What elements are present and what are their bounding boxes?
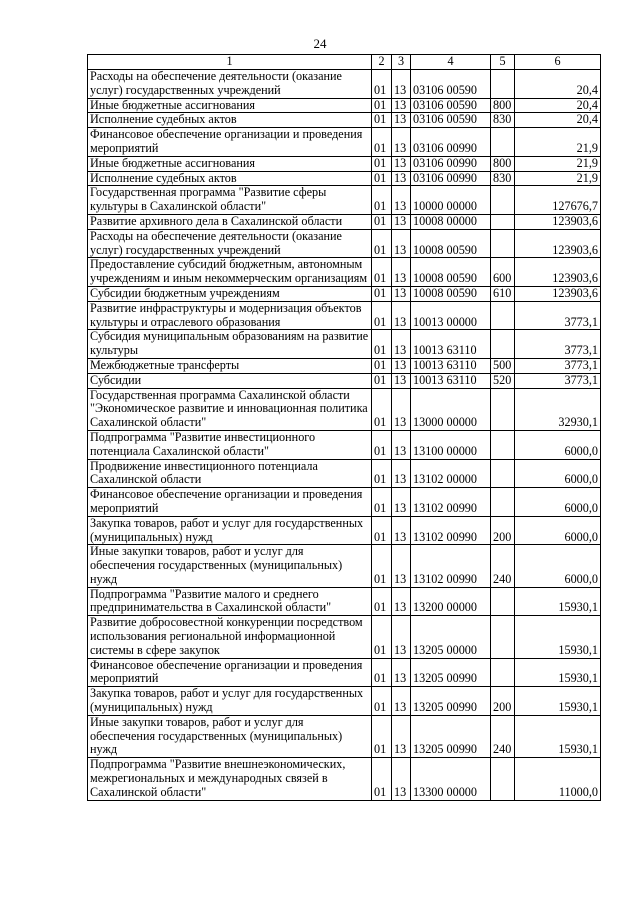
row-section: 01	[372, 388, 392, 430]
table-row	[88, 687, 601, 716]
row-section: 01	[372, 658, 392, 687]
header-name: 1	[88, 55, 372, 70]
row-section: 01	[372, 330, 392, 359]
row-section: 01	[372, 488, 392, 517]
row-name: Расходы на обеспечение деятельности (оказание услуг) государственных учреждений	[88, 229, 372, 258]
table-row	[88, 128, 601, 157]
header-subsection: 3	[392, 55, 411, 70]
row-subsection: 13	[392, 687, 411, 716]
row-expense-type: 500	[491, 358, 515, 373]
row-amount: 21,9	[515, 128, 601, 157]
row-section: 01	[372, 156, 392, 171]
row-name: Продвижение инвестиционного потенциала Сахалинской области	[88, 459, 372, 488]
row-name: Развитие добросовестной конкуренции посредством использования региональной информационной системы в сфере закупок	[88, 616, 372, 658]
row-target-article: 10000 00000	[411, 186, 491, 215]
row-name: Иные бюджетные ассигнования	[88, 98, 372, 113]
row-expense-type: 200	[491, 516, 515, 545]
row-subsection: 13	[392, 459, 411, 488]
row-target-article: 03106 00590	[411, 98, 491, 113]
row-name: Финансовое обеспечение организации и проведения мероприятий	[88, 128, 372, 157]
row-section: 01	[372, 616, 392, 658]
row-section: 01	[372, 758, 392, 800]
row-expense-type	[491, 186, 515, 215]
row-subsection: 13	[392, 488, 411, 517]
row-name: Субсидии	[88, 373, 372, 388]
table-row	[88, 98, 601, 113]
header-amount: 6	[515, 55, 601, 70]
row-amount: 3773,1	[515, 330, 601, 359]
row-subsection: 13	[392, 616, 411, 658]
row-target-article: 13205 00990	[411, 687, 491, 716]
row-section: 01	[372, 373, 392, 388]
table-row	[88, 715, 601, 757]
row-name: Иные бюджетные ассигнования	[88, 156, 372, 171]
row-section: 01	[372, 98, 392, 113]
row-section: 01	[372, 113, 392, 128]
row-target-article: 03106 00990	[411, 128, 491, 157]
row-expense-type	[491, 301, 515, 330]
row-expense-type: 800	[491, 156, 515, 171]
row-subsection: 13	[392, 128, 411, 157]
row-section: 01	[372, 301, 392, 330]
row-target-article: 10013 63110	[411, 358, 491, 373]
row-section: 01	[372, 715, 392, 757]
table-body	[88, 70, 601, 801]
row-expense-type: 240	[491, 545, 515, 587]
row-section: 01	[372, 229, 392, 258]
row-name: Субсидии бюджетным учреждениям	[88, 286, 372, 301]
header-section: 2	[372, 55, 392, 70]
row-target-article: 13102 00990	[411, 545, 491, 587]
row-expense-type	[491, 658, 515, 687]
row-subsection: 13	[392, 715, 411, 757]
table-header-row	[88, 55, 601, 70]
row-section: 01	[372, 214, 392, 229]
row-amount: 15930,1	[515, 658, 601, 687]
row-name: Государственная программа Сахалинской области "Экономическое развитие и инновационная политика Сахалинской области"	[88, 388, 372, 430]
row-subsection: 13	[392, 214, 411, 229]
row-expense-type	[491, 430, 515, 459]
row-subsection: 13	[392, 171, 411, 186]
row-expense-type: 830	[491, 171, 515, 186]
row-target-article: 13102 00990	[411, 516, 491, 545]
row-amount: 15930,1	[515, 616, 601, 658]
row-name: Исполнение судебных актов	[88, 113, 372, 128]
row-section: 01	[372, 687, 392, 716]
row-name: Исполнение судебных актов	[88, 171, 372, 186]
table-row	[88, 301, 601, 330]
row-amount: 6000,0	[515, 488, 601, 517]
row-target-article: 03106 00990	[411, 171, 491, 186]
table-row	[88, 545, 601, 587]
row-subsection: 13	[392, 587, 411, 616]
row-subsection: 13	[392, 258, 411, 287]
row-subsection: 13	[392, 758, 411, 800]
row-subsection: 13	[392, 301, 411, 330]
row-expense-type: 520	[491, 373, 515, 388]
row-amount: 15930,1	[515, 687, 601, 716]
row-target-article: 13102 00000	[411, 459, 491, 488]
row-section: 01	[372, 587, 392, 616]
row-name: Подпрограмма "Развитие внешнеэкономических, межрегиональных и международных связей в Сахалинской области"	[88, 758, 372, 800]
row-subsection: 13	[392, 658, 411, 687]
row-amount: 6000,0	[515, 459, 601, 488]
row-target-article: 10008 00590	[411, 258, 491, 287]
row-name: Иные закупки товаров, работ и услуг для обеспечения государственных (муниципальных) нужд	[88, 545, 372, 587]
table-row	[88, 258, 601, 287]
row-subsection: 13	[392, 286, 411, 301]
row-target-article: 03106 00990	[411, 156, 491, 171]
row-target-article: 13100 00000	[411, 430, 491, 459]
row-subsection: 13	[392, 330, 411, 359]
row-subsection: 13	[392, 156, 411, 171]
row-expense-type	[491, 128, 515, 157]
header-expense-type: 5	[491, 55, 515, 70]
row-subsection: 13	[392, 113, 411, 128]
row-name: Развитие архивного дела в Сахалинской области	[88, 214, 372, 229]
table-row	[88, 156, 601, 171]
table-row	[88, 516, 601, 545]
row-target-article: 03106 00590	[411, 70, 491, 99]
row-target-article: 10013 63110	[411, 330, 491, 359]
row-amount: 21,9	[515, 156, 601, 171]
row-amount: 123903,6	[515, 258, 601, 287]
row-amount: 3773,1	[515, 301, 601, 330]
table-row	[88, 658, 601, 687]
row-amount: 6000,0	[515, 516, 601, 545]
row-section: 01	[372, 258, 392, 287]
row-expense-type: 200	[491, 687, 515, 716]
table-row	[88, 70, 601, 99]
row-amount: 20,4	[515, 98, 601, 113]
row-name: Предоставление субсидий бюджетным, автономным учреждениям и иным некоммерческим организациям	[88, 258, 372, 287]
table-row	[88, 430, 601, 459]
row-subsection: 13	[392, 186, 411, 215]
row-section: 01	[372, 186, 392, 215]
row-name: Государственная программа "Развитие сферы культуры в Сахалинской области"	[88, 186, 372, 215]
row-expense-type	[491, 229, 515, 258]
row-amount: 123903,6	[515, 214, 601, 229]
row-section: 01	[372, 545, 392, 587]
row-amount: 3773,1	[515, 358, 601, 373]
row-amount: 15930,1	[515, 587, 601, 616]
row-expense-type	[491, 388, 515, 430]
row-expense-type	[491, 330, 515, 359]
table-row	[88, 758, 601, 800]
row-amount: 20,4	[515, 70, 601, 99]
row-expense-type	[491, 587, 515, 616]
header-target-article: 4	[411, 55, 491, 70]
row-name: Субсидия муниципальным образованиям на развитие культуры	[88, 330, 372, 359]
row-target-article: 03106 00590	[411, 113, 491, 128]
table-row	[88, 330, 601, 359]
row-amount: 6000,0	[515, 545, 601, 587]
table-row	[88, 358, 601, 373]
row-subsection: 13	[392, 545, 411, 587]
table-row	[88, 214, 601, 229]
row-name: Межбюджетные трансферты	[88, 358, 372, 373]
row-target-article: 13300 00000	[411, 758, 491, 800]
row-expense-type: 800	[491, 98, 515, 113]
row-amount: 123903,6	[515, 229, 601, 258]
table-row	[88, 388, 601, 430]
row-target-article: 13102 00990	[411, 488, 491, 517]
table-row	[88, 459, 601, 488]
row-subsection: 13	[392, 70, 411, 99]
row-subsection: 13	[392, 229, 411, 258]
table-row	[88, 171, 601, 186]
row-expense-type	[491, 459, 515, 488]
row-section: 01	[372, 70, 392, 99]
table-row	[88, 186, 601, 215]
row-expense-type	[491, 70, 515, 99]
row-expense-type	[491, 214, 515, 229]
table-row	[88, 286, 601, 301]
row-subsection: 13	[392, 430, 411, 459]
table-row	[88, 488, 601, 517]
row-subsection: 13	[392, 388, 411, 430]
row-section: 01	[372, 128, 392, 157]
table-row	[88, 373, 601, 388]
row-amount: 21,9	[515, 171, 601, 186]
row-section: 01	[372, 516, 392, 545]
row-name: Финансовое обеспечение организации и проведения мероприятий	[88, 658, 372, 687]
table-row	[88, 587, 601, 616]
row-subsection: 13	[392, 98, 411, 113]
budget-table	[87, 54, 601, 801]
row-expense-type: 830	[491, 113, 515, 128]
row-target-article: 13000 00000	[411, 388, 491, 430]
row-name: Закупка товаров, работ и услуг для государственных (муниципальных) нужд	[88, 516, 372, 545]
table-row	[88, 229, 601, 258]
row-amount: 11000,0	[515, 758, 601, 800]
table-row	[88, 616, 601, 658]
row-amount: 20,4	[515, 113, 601, 128]
row-target-article: 13205 00000	[411, 616, 491, 658]
row-amount: 127676,7	[515, 186, 601, 215]
row-expense-type	[491, 488, 515, 517]
row-section: 01	[372, 358, 392, 373]
table-row	[88, 113, 601, 128]
row-target-article: 10008 00000	[411, 214, 491, 229]
row-name: Подпрограмма "Развитие малого и среднего предпринимательства в Сахалинской области"	[88, 587, 372, 616]
row-name: Закупка товаров, работ и услуг для государственных (муниципальных) нужд	[88, 687, 372, 716]
row-name: Подпрограмма "Развитие инвестиционного потенциала Сахалинской области"	[88, 430, 372, 459]
row-section: 01	[372, 430, 392, 459]
page-number: 24	[313, 36, 327, 51]
row-target-article: 10008 00590	[411, 229, 491, 258]
row-amount: 32930,1	[515, 388, 601, 430]
row-target-article: 10013 63110	[411, 373, 491, 388]
row-name: Расходы на обеспечение деятельности (оказание услуг) государственных учреждений	[88, 70, 372, 99]
row-subsection: 13	[392, 373, 411, 388]
row-subsection: 13	[392, 516, 411, 545]
row-expense-type	[491, 616, 515, 658]
row-amount: 15930,1	[515, 715, 601, 757]
row-target-article: 10008 00590	[411, 286, 491, 301]
row-name: Иные закупки товаров, работ и услуг для обеспечения государственных (муниципальных) нужд	[88, 715, 372, 757]
row-expense-type	[491, 758, 515, 800]
row-target-article: 13205 00990	[411, 658, 491, 687]
row-amount: 6000,0	[515, 430, 601, 459]
row-expense-type: 600	[491, 258, 515, 287]
row-amount: 3773,1	[515, 373, 601, 388]
row-section: 01	[372, 286, 392, 301]
row-name: Развитие инфраструктуры и модернизация объектов культуры и отраслевого образования	[88, 301, 372, 330]
row-target-article: 13200 00000	[411, 587, 491, 616]
row-section: 01	[372, 171, 392, 186]
row-amount: 123903,6	[515, 286, 601, 301]
row-subsection: 13	[392, 358, 411, 373]
row-expense-type: 240	[491, 715, 515, 757]
row-expense-type: 610	[491, 286, 515, 301]
row-name: Финансовое обеспечение организации и проведения мероприятий	[88, 488, 372, 517]
row-section: 01	[372, 459, 392, 488]
row-target-article: 10013 00000	[411, 301, 491, 330]
row-target-article: 13205 00990	[411, 715, 491, 757]
